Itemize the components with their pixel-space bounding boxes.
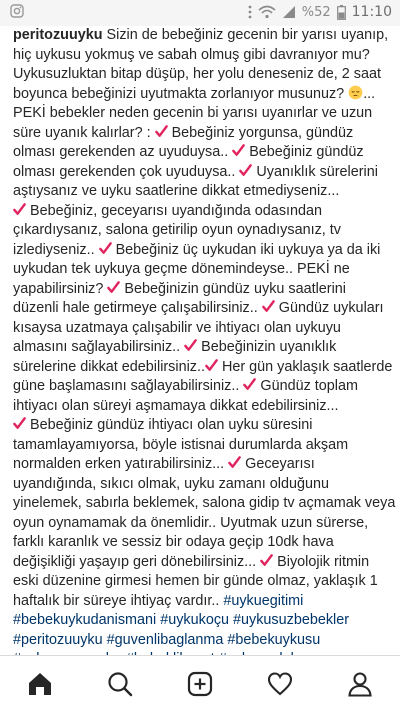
status-bar xyxy=(0,0,400,26)
caption-text: sürelerine dikkat edebilirsiniz.. xyxy=(13,358,205,375)
bottom-nav xyxy=(0,655,400,712)
status-bar-left xyxy=(10,4,24,18)
check-mark-icon xyxy=(155,125,168,138)
check-mark-icon xyxy=(107,281,120,294)
caption-line xyxy=(13,221,395,241)
caption-line xyxy=(13,494,395,514)
hashtag-link[interactable]: #uykuegitimi xyxy=(223,592,304,609)
search-icon xyxy=(107,671,133,697)
check-mark-icon xyxy=(184,339,197,352)
caption-text: haftalık bir süreye ihtiyaç vardır.. xyxy=(13,592,224,609)
caption-line xyxy=(13,143,395,163)
caption-text: uyandığında, sıkıcı olmak, uyku zamanı olduğunu xyxy=(13,475,329,492)
check-mark-icon xyxy=(13,203,26,216)
caption-line xyxy=(13,202,395,222)
caption-text: çıkardıysanız, salona getirilip oyun oynadıysanız, tv xyxy=(13,222,341,238)
caption-text: Biyolojik ritmin xyxy=(277,553,370,570)
caption-text: değişikliği yaşayıp geri dönebilirsiniz... xyxy=(13,553,261,570)
caption-line xyxy=(13,416,395,436)
caption-line xyxy=(13,397,395,417)
caption-text: almasını sağlayabilirsiniz.. xyxy=(13,339,185,355)
caption-text: Bebeğiniz yorgunsa, gündüz xyxy=(171,124,354,141)
caption-line xyxy=(13,572,395,592)
caption-text: Bebeğiniz, geceyarısı uyandığında odasından xyxy=(30,202,323,219)
hashtag-link[interactable]: #bebekuykusu xyxy=(227,631,321,648)
caption-text: uykudan tek uykuya geçme dönemindeyse.. PEKİ ne xyxy=(13,261,350,277)
check-mark-icon xyxy=(243,378,256,391)
caption-text: Bebeğinizin uyanıklık xyxy=(201,339,337,355)
hashtag-link[interactable]: #uykusuzbebekler xyxy=(233,612,350,628)
check-mark-icon xyxy=(13,417,26,430)
caption-text: aştıysanız ve uyku saatlerine dikkat etmediyseniz... xyxy=(13,183,340,199)
caption-text: Gündüz toplam xyxy=(260,378,358,394)
caption-text: yinelemek, sabırla beklemek, salona gidip tv açmamak veya xyxy=(13,495,396,511)
caption-text: Bebeğiniz gündüz ihtiyacı olan uyku süresini xyxy=(30,417,313,433)
caption-text: eski düzenine girmesi hemen bir günde olmaz, yaklaşık 1 xyxy=(13,573,378,589)
caption-line xyxy=(13,182,395,202)
caption-text: ihtiyacı olan süreyi aşmamaya dikkat edebilirsiniz... xyxy=(13,397,339,414)
caption-text: Geceyarısı xyxy=(245,456,315,472)
caption-text: Uykusuzluktan bitap düşüp, her yolu deneseniz de, 2 saat xyxy=(13,66,381,82)
caption-line xyxy=(13,163,395,183)
caption-line xyxy=(13,280,395,300)
check-mark-icon xyxy=(262,300,275,313)
profile-button[interactable] xyxy=(340,664,380,704)
new-post-button[interactable] xyxy=(180,664,220,704)
check-mark-icon xyxy=(99,242,112,255)
search-button[interactable] xyxy=(100,664,140,704)
caption-line xyxy=(13,611,395,631)
caption-text: farklı karanlık ve sessiz bir odaya geçip 10dk hava xyxy=(13,534,334,550)
caption-line xyxy=(13,338,395,358)
caption-text: süre uyanık kalırlar? : xyxy=(13,124,155,141)
caption-text: ... xyxy=(363,85,376,102)
pensive-face-emoji-icon xyxy=(348,85,363,100)
caption-text: oyun oynamamak da önemlidir.. Uyutmak uzun sürerse, xyxy=(13,514,369,531)
battery-percent: %52 xyxy=(301,4,331,20)
activity-button[interactable] xyxy=(260,664,300,704)
caption-text: Uyanıklık sürelerini xyxy=(256,163,378,180)
caption-line xyxy=(13,26,395,46)
hashtag-link[interactable]: #guvenlibaglanma xyxy=(106,631,224,648)
caption-text: Bebeğiniz üç uykudan iki uykuya ya da iki xyxy=(115,241,381,258)
check-mark-icon xyxy=(239,164,252,177)
caption-line xyxy=(13,241,395,261)
status-clock: 11:10 xyxy=(351,4,392,20)
caption-text: boyunca bebeğinizi uyutmakta zorlanıyor musunuz? xyxy=(13,85,349,102)
caption-line xyxy=(13,455,395,475)
caption-line xyxy=(13,65,395,85)
caption-text: olması gerekenden çok uyuduysa.. xyxy=(13,163,240,180)
battery-icon xyxy=(337,5,346,20)
status-bar-right xyxy=(248,4,392,20)
caption-text: güne başlamasını sağlayabilirsiniz.. xyxy=(13,378,244,394)
caption-text: hiç uykusu yokmuş ve sabah olmuş gibi davranıyor mu? xyxy=(13,46,370,63)
caption-text: PEKİ bebekler neden gecenin bi yarısı uyanırlar ve uzun xyxy=(13,105,373,121)
signal-icon xyxy=(282,5,296,19)
wifi-icon xyxy=(258,5,276,19)
caption-line xyxy=(13,533,395,553)
caption-text: Her gün yaklaşık saatlerde xyxy=(221,358,393,375)
notification-icon xyxy=(10,4,24,18)
caption-text: izlediyseniz.. xyxy=(13,241,99,258)
caption-text: düzenli hale getirmeye çalışabilirsiniz.. xyxy=(13,300,262,316)
caption-line xyxy=(13,553,395,573)
person-icon xyxy=(347,671,373,697)
caption-text: kısaysa uzatmaya çalışabilir ve ihtiyacı olan uykuyu xyxy=(13,319,341,336)
more-icon xyxy=(248,5,252,19)
caption-line xyxy=(13,104,395,124)
caption-text: tamamlayamıyorsa, böyle istisnai durumlarda akşam xyxy=(13,436,349,453)
caption-line xyxy=(13,85,395,105)
caption-line xyxy=(13,46,395,66)
hashtag-link[interactable]: #uykukoçu xyxy=(160,612,230,628)
check-mark-icon xyxy=(205,359,218,372)
caption-line xyxy=(13,631,395,651)
caption-line xyxy=(13,592,395,612)
plus-square-icon xyxy=(187,671,213,697)
caption-line xyxy=(13,514,395,534)
home-icon xyxy=(27,671,53,697)
caption-line xyxy=(13,124,395,144)
hashtag-link[interactable]: #peritozuuyku xyxy=(13,631,103,648)
caption-line xyxy=(13,319,395,339)
caption-line xyxy=(13,358,395,378)
caption-line xyxy=(13,436,395,456)
hashtag-link[interactable]: #bebekuykudanismani xyxy=(13,612,157,628)
caption-text: yapabilirsiniz? xyxy=(13,280,108,297)
post-username[interactable]: peritozuuyku xyxy=(13,27,103,43)
caption-text: Bebeğiniz gündüz xyxy=(249,144,364,160)
caption-text: Bebeğinizin gündüz uyku saatlerini xyxy=(124,280,346,297)
check-mark-icon xyxy=(232,144,245,157)
check-mark-icon xyxy=(228,456,241,469)
caption-text: Sizin de bebeğiniz gecenin bir yarısı uyanıp, xyxy=(102,27,389,43)
home-button[interactable] xyxy=(20,664,60,704)
caption-line xyxy=(13,377,395,397)
caption-text: Gündüz uykuları xyxy=(278,300,384,316)
heart-icon xyxy=(267,671,293,697)
caption-line xyxy=(13,475,395,495)
check-mark-icon xyxy=(260,554,273,567)
caption-line xyxy=(13,260,395,280)
caption-text: normalden erken yatırabilirsiniz... xyxy=(13,456,229,472)
caption-line xyxy=(13,299,395,319)
post-caption xyxy=(13,26,395,689)
caption-text: olması gerekenden az uyuduysa.. xyxy=(13,144,233,160)
